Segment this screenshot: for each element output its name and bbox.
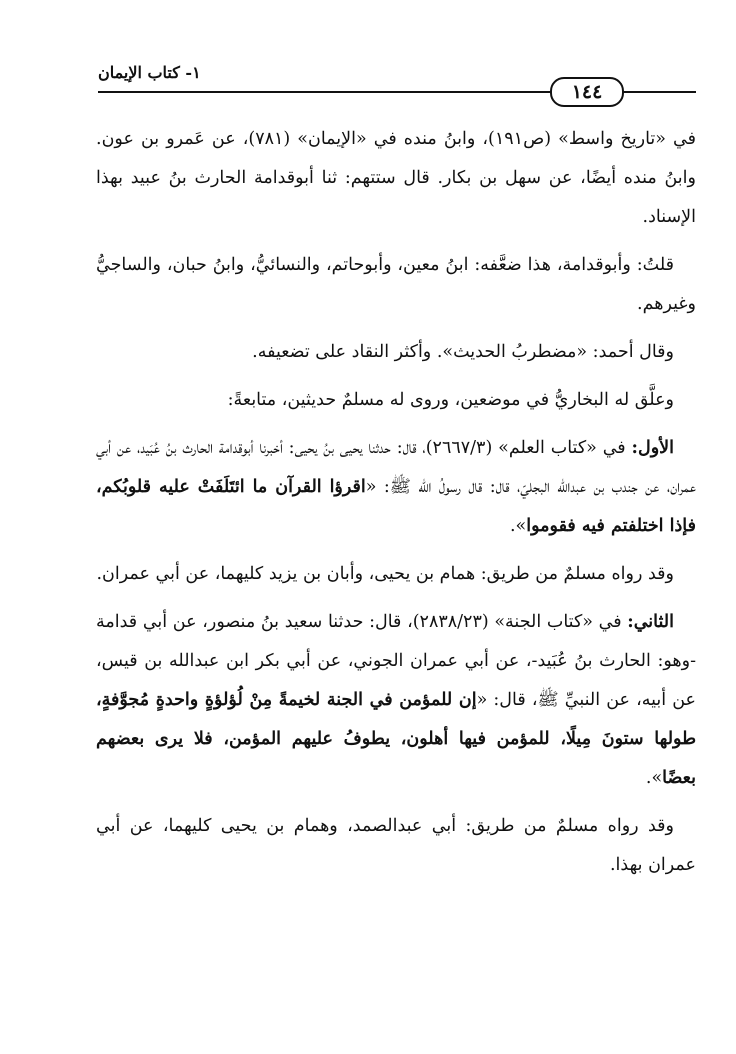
hadith-text: إن للمؤمن في الجنة لخيمةً مِنْ لُؤلؤةٍ واحدةٍ مُجوَّفةٍ، طولها ستونَ مِيلًا، للمؤمن فيها أهلون، يطوفُ عليهم المؤمن، فلا يرى بعضهم بعضًا [96,690,696,788]
running-title: ١- كتاب الإيمان [98,63,201,82]
paragraph-text: في «كتاب الجنة» (٢٨٣٨/٢٣)، قال: حدثنا سعيد بنُ منصور، عن أبي قدامة -وهو: الحارث بنُ عُبَيد-، عن أبي عمران الجوني، عن أبي بكر ابن عبدالله بن قيس، عن أبيه، عن النبيِّ ﷺ، قال: « [96,612,696,710]
paragraph-6 [96,555,696,594]
paragraph-text: قلتُ: وأبوقدامة، هذا ضعَّفه: ابنُ معين، وأبوحاتم، والنسائيُّ، وابنُ حبان، والساجيُّ وغيرهم. [96,255,696,314]
paragraph-1 [96,120,696,237]
first-hadith-label: الأول: [631,438,674,458]
paragraph-tail: ». [645,768,663,788]
paragraph-text: وقال أحمد: «مضطربُ الحديث». وأكثر النقاد على تضعيفه. [252,342,674,362]
paragraph-text: في «تاريخ واسط» (ص١٩١)، وابنُ منده في «الإيمان» (٧٨١)، عن عَمرو بن عون. وابنُ منده أيضًا، عن سهل بن بكار. قال ستتهم: ثنا أبوقدامة الحارث بنُ عبيد بهذا الإسناد. [96,129,696,227]
paragraph-2 [96,246,696,324]
page-number: ١٤٤ [571,81,603,103]
paragraph-second-hadith [96,603,696,798]
page-header [98,55,696,105]
paragraph-4 [96,381,696,420]
paragraph-text: في «كتاب العلم» (٢٦٦٧/٣)، قال: حدثنا يحيى بنُ يحيى: أخبرنا أبوقدامة الحارث بنُ عُبَيد، عن أبي عمران، عن جندب بن عبدالله البجليّ، قال: قال رسولُ الله ﷺ: « [96,438,696,497]
second-hadith-label: الثاني: [627,612,674,632]
paragraph-text: وقد رواه مسلمٌ من طريق: أبي عبدالصمد، وهمام بن يحيى كليهما، عن أبي عمران بهذا. [96,816,696,875]
paragraph-8 [96,807,696,885]
paragraph-text: وقد رواه مسلمٌ من طريق: همام بن يحيى، وأبان بن يزيد كليهما، عن أبي عمران. [96,564,674,584]
paragraph-first-hadith [96,429,696,546]
paragraph-3 [96,333,696,372]
page-number-badge [550,77,624,107]
paragraph-text: وعلَّق له البخاريُّ في موضعين، وروى له مسلمٌ حديثين، متابعةً: [227,390,674,410]
hadith-text: اقرؤا القرآن ما ائتَلَفَتْ عليه قلوبُكم، فإذا اختلفتم فيه فقوموا [96,477,696,536]
body-text [96,120,696,894]
paragraph-tail: ». [509,516,527,536]
